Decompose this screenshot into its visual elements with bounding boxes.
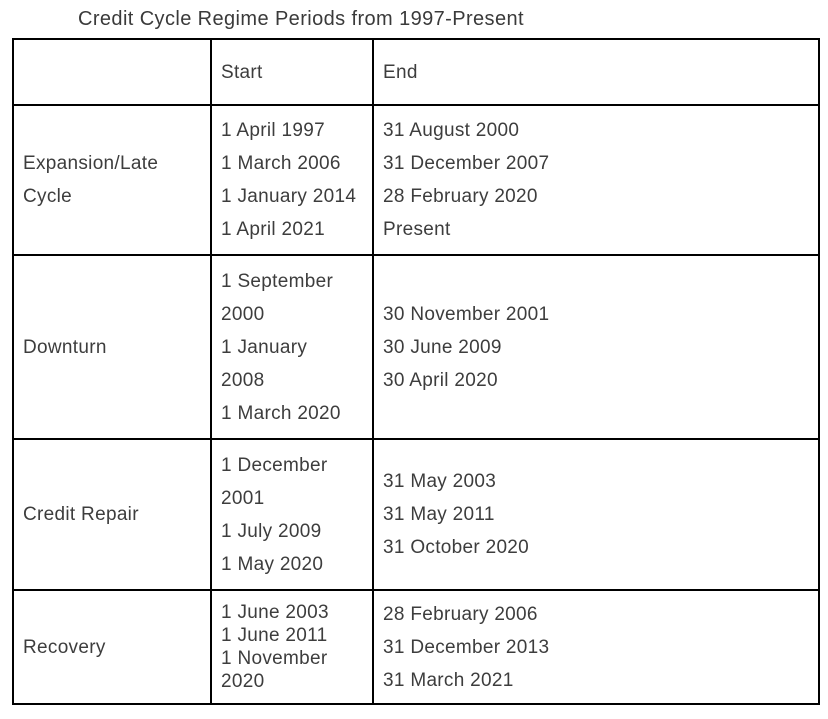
table-row-credit-repair [13, 439, 819, 590]
end-date: 31 August 2000 [383, 120, 520, 141]
regime-label-line: Recovery [23, 636, 106, 658]
regime-label-line: Cycle [23, 186, 73, 207]
end-date: 31 December 2007 [383, 153, 550, 174]
start-date: 1 September [221, 270, 334, 292]
end-date: 31 December 2013 [383, 636, 550, 658]
end-date: 30 April 2020 [383, 369, 498, 391]
regime-label-line: Expansion/Late [23, 153, 159, 174]
end-date: 31 March 2021 [383, 669, 514, 691]
start-date: 1 March 2006 [221, 153, 341, 174]
end-date: 31 May 2003 [383, 471, 497, 492]
end-header-cell [373, 39, 819, 105]
start-cell [211, 255, 373, 439]
page-title: Credit Cycle Regime Periods from 1997-Present [78, 8, 524, 30]
start-date: 2020 [221, 671, 265, 692]
end-date: 30 November 2001 [383, 303, 550, 325]
regime-cell [13, 105, 211, 255]
table-row-expansion-late-cycle [13, 105, 819, 255]
start-header-label: Start [221, 61, 263, 83]
start-date: 1 January [221, 336, 308, 358]
start-cell [211, 439, 373, 590]
table-row-recovery [13, 590, 819, 704]
end-header-label: End [383, 61, 418, 83]
start-date: 1 January 2014 [221, 186, 357, 207]
end-cell [373, 439, 819, 590]
start-date: 1 July 2009 [221, 520, 322, 542]
start-cell [211, 105, 373, 255]
start-date: 1 December [221, 454, 328, 476]
regime-cell [13, 590, 211, 704]
start-date: 1 May 2020 [221, 553, 324, 575]
regime-cell [13, 439, 211, 590]
end-date: 30 June 2009 [383, 336, 502, 358]
start-cell [211, 590, 373, 704]
end-cell [373, 105, 819, 255]
end-date: Present [383, 219, 451, 240]
start-date: 1 April 2021 [221, 219, 325, 240]
start-date: 2008 [221, 369, 265, 391]
regime-cell [13, 255, 211, 439]
start-date: 2000 [221, 303, 265, 325]
end-date: 28 February 2006 [383, 603, 538, 625]
table-row-downturn [13, 255, 819, 439]
header-row [13, 39, 819, 105]
start-date: 1 March 2020 [221, 402, 341, 424]
start-date: 2001 [221, 487, 265, 509]
regime-label-line: Credit Repair [23, 504, 139, 525]
end-date: 31 May 2011 [383, 504, 495, 525]
regime-header-cell [13, 39, 211, 105]
credit-cycle-table [12, 38, 820, 705]
start-header-cell [211, 39, 373, 105]
end-cell [373, 255, 819, 439]
end-cell [373, 590, 819, 704]
start-date: 1 June 2011 [221, 625, 328, 646]
regime-label-line: Downturn [23, 336, 107, 358]
start-date: 1 April 1997 [221, 120, 325, 141]
end-date: 31 October 2020 [383, 537, 530, 558]
end-date: 28 February 2020 [383, 186, 538, 207]
start-date: 1 June 2003 [221, 602, 329, 623]
start-date: 1 November [221, 648, 328, 669]
